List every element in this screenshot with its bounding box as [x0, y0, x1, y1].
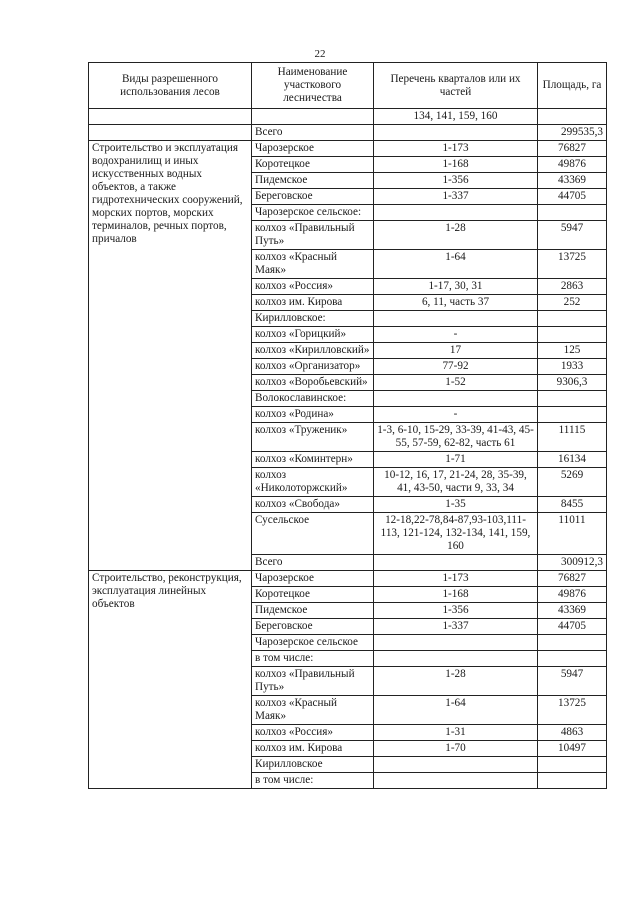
forestry-name: колхоз им. Кирова: [252, 295, 374, 311]
forestry-name: колхоз «Горицкий»: [252, 327, 374, 343]
quarters-list: 1-70: [374, 741, 538, 757]
forestry-name: Пидемское: [252, 603, 374, 619]
quarters-list: 1-28: [374, 221, 538, 250]
quarters-list: [374, 757, 538, 773]
forestry-name: Пидемское: [252, 173, 374, 189]
quarters-list: 12-18,22-78,84-87,93-103,111-113, 121-124, 132-134, 141, 159, 160: [374, 513, 538, 555]
quarters-list: 6, 11, часть 37: [374, 295, 538, 311]
table-row: [89, 571, 607, 587]
forestry-name: Чарозерское сельское:: [252, 205, 374, 221]
area-value: 13725: [538, 696, 607, 725]
quarters-list: -: [374, 327, 538, 343]
forestry-name: колхоз им. Кирова: [252, 741, 374, 757]
quarters-list: [374, 311, 538, 327]
quarters-list: 77-92: [374, 359, 538, 375]
quarters-list: [374, 391, 538, 407]
area-value: 76827: [538, 141, 607, 157]
forestry-name: колхоз «Труженик»: [252, 423, 374, 452]
area-value: [538, 327, 607, 343]
area-value: [538, 391, 607, 407]
area-value: [538, 651, 607, 667]
area-value: 43369: [538, 173, 607, 189]
quarters-list: [374, 651, 538, 667]
page-number: 22: [314, 48, 326, 60]
prev-total-label: Всего: [252, 125, 374, 141]
area-value: 49876: [538, 157, 607, 173]
forestry-name: колхоз «Красный Маяк»: [252, 696, 374, 725]
quarters-list: 1-64: [374, 250, 538, 279]
section2-purpose: Строительство, реконструкция, эксплуатация линейных объектов: [89, 571, 252, 789]
area-value: [538, 311, 607, 327]
area-value: 13725: [538, 250, 607, 279]
quarters-list: 1-31: [374, 725, 538, 741]
area-value: [538, 407, 607, 423]
quarters-list: 1-173: [374, 571, 538, 587]
forestry-name: колхоз «Родина»: [252, 407, 374, 423]
forestry-name: Коротецкое: [252, 157, 374, 173]
area-value: 2863: [538, 279, 607, 295]
quarters-list: [374, 635, 538, 651]
forestry-name: в том числе:: [252, 773, 374, 789]
forestry-name: Коротецкое: [252, 587, 374, 603]
area-value: 1933: [538, 359, 607, 375]
total-label: Всего: [252, 555, 374, 571]
forestry-name: Чарозерское: [252, 571, 374, 587]
area-value: 8455: [538, 497, 607, 513]
area-value: 10497: [538, 741, 607, 757]
prev-total-row: [89, 125, 607, 141]
quarters-list: 1-356: [374, 173, 538, 189]
header-quarters: Перечень кварталов или их частей: [374, 63, 538, 109]
area-value: 49876: [538, 587, 607, 603]
forestry-name: Чарозерское сельское: [252, 635, 374, 651]
quarters-list: 1-64: [374, 696, 538, 725]
forestry-name: Кирилловское: [252, 757, 374, 773]
header-row: [89, 63, 607, 109]
quarters-list: 1-28: [374, 667, 538, 696]
forestry-name: колхоз «Свобода»: [252, 497, 374, 513]
quarters-list: 1-356: [374, 603, 538, 619]
area-value: 5269: [538, 468, 607, 497]
area-value: 252: [538, 295, 607, 311]
quarters-list: 1-173: [374, 141, 538, 157]
quarters-list: 1-52: [374, 375, 538, 391]
header-forestry-name: Наименование участкового лесничества: [252, 63, 374, 109]
area-value: 16134: [538, 452, 607, 468]
quarters-list: 10-12, 16, 17, 21-24, 28, 35-39, 41, 43-50, части 9, 33, 34: [374, 468, 538, 497]
forestry-name: колхоз «Красный Маяк»: [252, 250, 374, 279]
area-value: 5947: [538, 667, 607, 696]
quarters-list: 1-17, 30, 31: [374, 279, 538, 295]
table-row: [89, 141, 607, 157]
carry-over-row: [89, 109, 607, 125]
area-value: [538, 635, 607, 651]
area-value: [538, 757, 607, 773]
forestry-name: Чарозерское: [252, 141, 374, 157]
quarters-list: 1-337: [374, 619, 538, 635]
area-value: 76827: [538, 571, 607, 587]
quarters-list: 1-35: [374, 497, 538, 513]
quarters-list: 17: [374, 343, 538, 359]
area-value: 11011: [538, 513, 607, 555]
quarters-list: 1-3, 6-10, 15-29, 33-39, 41-43, 45-55, 57-59, 62-82, часть 61: [374, 423, 538, 452]
prev-total-area: 299535,3: [538, 125, 607, 141]
forestry-name: Волокославинское:: [252, 391, 374, 407]
forestry-name: колхоз «Воробьевский»: [252, 375, 374, 391]
carry-over-quarters: 134, 141, 159, 160: [374, 109, 538, 125]
forestry-name: колхоз «Кирилловский»: [252, 343, 374, 359]
area-value: [538, 773, 607, 789]
forestry-name: колхоз «Россия»: [252, 725, 374, 741]
forestry-name: колхоз «Николоторжский»: [252, 468, 374, 497]
quarters-list: -: [374, 407, 538, 423]
area-value: [538, 205, 607, 221]
area-value: 43369: [538, 603, 607, 619]
area-value: 11115: [538, 423, 607, 452]
header-area: Площадь, га: [538, 63, 607, 109]
quarters-list: [374, 773, 538, 789]
forestry-name: Береговское: [252, 619, 374, 635]
forestry-name: в том числе:: [252, 651, 374, 667]
quarters-list: 1-168: [374, 587, 538, 603]
forest-use-table: [88, 62, 607, 789]
forestry-name: колхоз «Организатор»: [252, 359, 374, 375]
quarters-list: 1-337: [374, 189, 538, 205]
area-value: 9306,3: [538, 375, 607, 391]
forestry-name: Сусельское: [252, 513, 374, 555]
area-value: 4863: [538, 725, 607, 741]
quarters-list: 1-168: [374, 157, 538, 173]
area-value: 44705: [538, 619, 607, 635]
header-use-type: Виды разрешенного использования лесов: [89, 63, 252, 109]
area-value: 125: [538, 343, 607, 359]
table-body: [89, 109, 607, 789]
section1-purpose: Строительство и эксплуатация водохранилищ и иных искусственных водных объектов, а также гидротехнических сооружений, морских портов, морских терминалов, речных портов, причалов: [89, 141, 252, 571]
forestry-name: колхоз «Правильный Путь»: [252, 667, 374, 696]
area-value: 44705: [538, 189, 607, 205]
forestry-name: колхоз «Россия»: [252, 279, 374, 295]
quarters-list: [374, 205, 538, 221]
forestry-name: колхоз «Коминтерн»: [252, 452, 374, 468]
forestry-name: Береговское: [252, 189, 374, 205]
forestry-name: колхоз «Правильный Путь»: [252, 221, 374, 250]
area-value: 5947: [538, 221, 607, 250]
quarters-list: 1-71: [374, 452, 538, 468]
total-area: 300912,3: [538, 555, 607, 571]
forestry-name: Кирилловское:: [252, 311, 374, 327]
